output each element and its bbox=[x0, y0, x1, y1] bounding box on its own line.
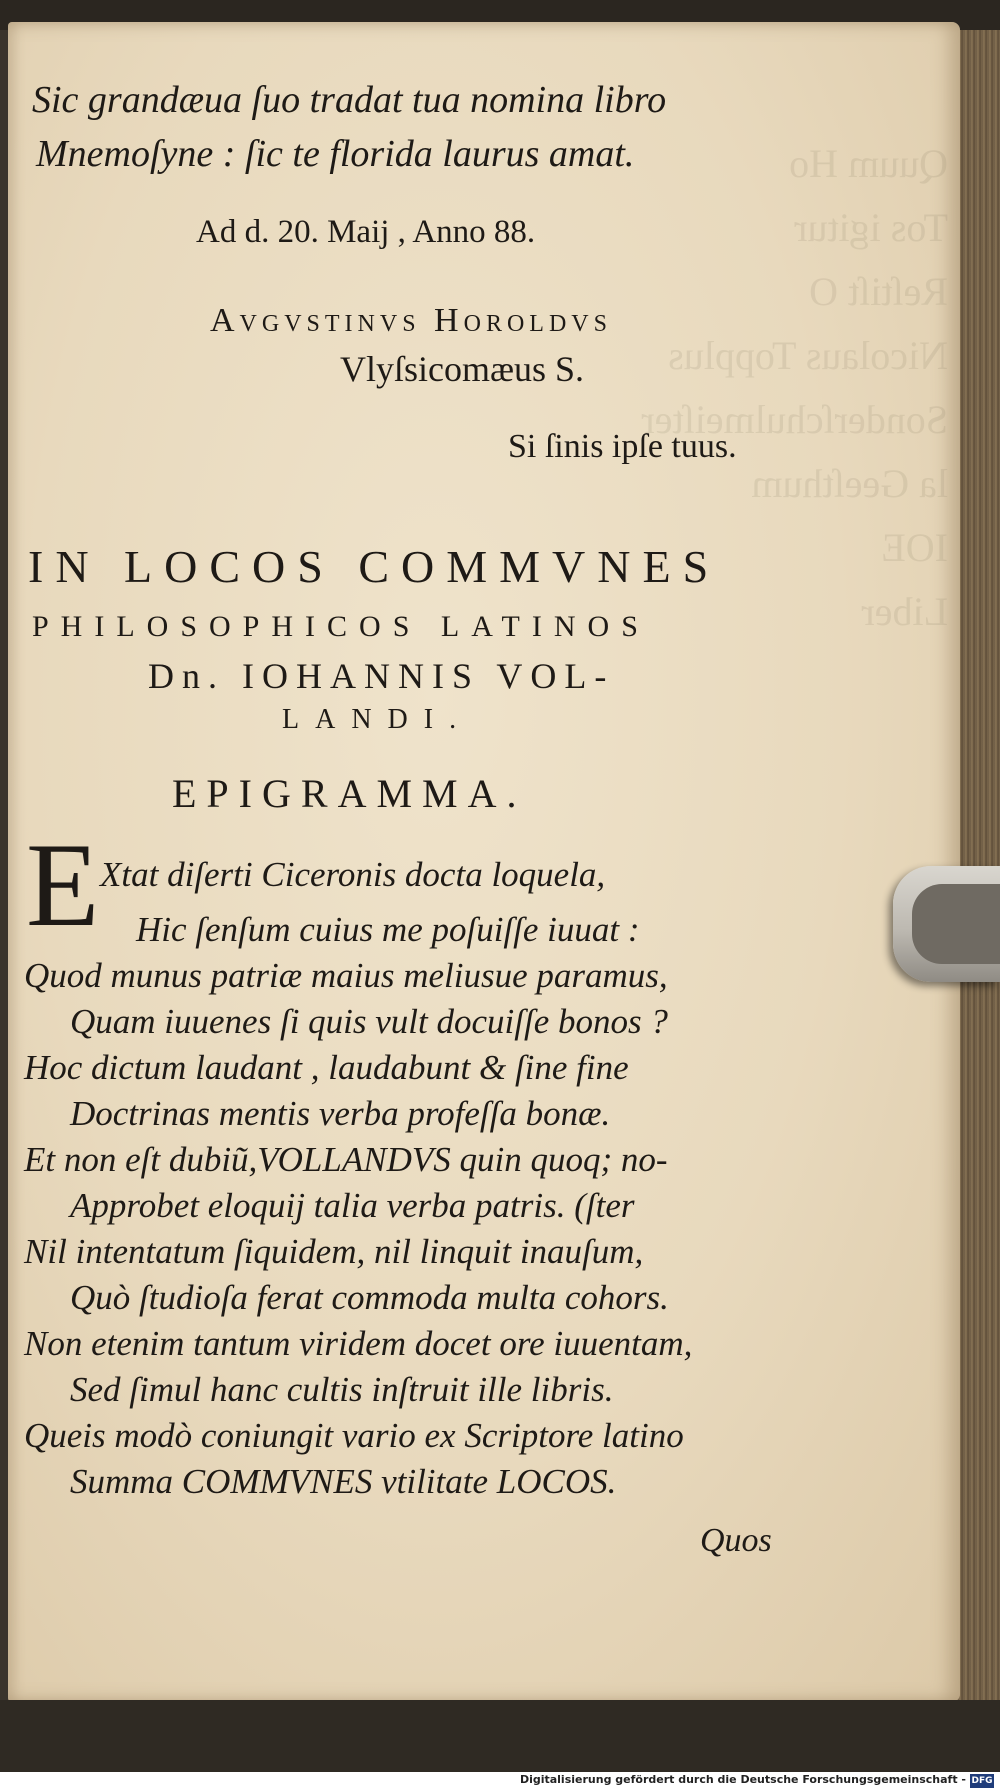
verse-line: Summa COMMVNES vtilitate LOCOS. bbox=[70, 1462, 617, 1501]
funding-credit: Digitalisierung gefördert durch die Deutsche Forschungsgemeinschaft - bbox=[519, 1773, 966, 1786]
verse-line: Hic ſenſum cuius me poſuiſſe iuuat : bbox=[136, 910, 640, 949]
verse-line-top-1: Sic grandæua ſuo tradat tua nomina libro bbox=[32, 79, 667, 121]
dfg-logo: DFG bbox=[971, 1776, 993, 1786]
verse-line: Hoc dictum laudant , laudabunt & ſine fine bbox=[24, 1048, 629, 1087]
show-through-text: Quum Ho Tos igitur Reſtiſt O Nicolaus Topplus Sonderſchulmeiſter la Geeſthum IOE Liber bbox=[641, 141, 948, 634]
verse-line: Nil intentatum ſiquidem, nil linquit inauſum, bbox=[24, 1232, 644, 1271]
verse-line: Sed ſimul hanc cultis inſtruit ille libris. bbox=[70, 1370, 614, 1409]
title-line-1: IN LOCOS COMMVNES bbox=[28, 541, 721, 592]
verse-line: Quam iuuenes ſi quis vult docuiſſe bonos ? bbox=[70, 1002, 668, 1041]
title-line-2: PHILOSOPHICOS LATINOS bbox=[32, 610, 650, 643]
book-clasp-inner bbox=[912, 884, 1000, 964]
verse-line: Approbet eloquij talia verba patris. (ſter bbox=[70, 1186, 635, 1225]
date-line: Ad d. 20. Maij , Anno 88. bbox=[196, 214, 536, 250]
catchword: Quos bbox=[700, 1522, 772, 1559]
verse-line: Quod munus patriæ maius meliusue paramus, bbox=[24, 956, 668, 995]
title-line-3: Dn. IOHANNIS VOL- bbox=[148, 656, 615, 696]
heading-epigramma: EPIGRAMMA. bbox=[172, 771, 527, 816]
verse-line: Quò ſtudioſa ferat commoda multa cohors. bbox=[70, 1278, 669, 1317]
verse-line-top-2: Mnemoſyne : ſic te florida laurus amat. bbox=[36, 133, 635, 175]
motto: Si ſinis ipſe tuus. bbox=[508, 428, 737, 465]
title-line-4: LANDI. bbox=[282, 704, 473, 735]
author-origin: Vlyſsicomæus S. bbox=[340, 349, 585, 389]
drop-cap: E bbox=[26, 818, 100, 951]
verse-line: Non etenim tantum viridem docet ore iuuentam, bbox=[24, 1324, 693, 1363]
verse-line: Xtat diſerti Ciceronis docta loquela, bbox=[100, 855, 606, 894]
verse-line: Et non eſt dubiũ,VOLLANDVS quin quoq; no- bbox=[24, 1140, 668, 1179]
verse-line: Queis modò coniungit vario ex Scriptore latino bbox=[24, 1416, 684, 1455]
verse-line: Doctrinas mentis verba profeſſa bonæ. bbox=[70, 1094, 611, 1133]
author-name: Avgvstinvs Horoldvs bbox=[210, 302, 612, 339]
